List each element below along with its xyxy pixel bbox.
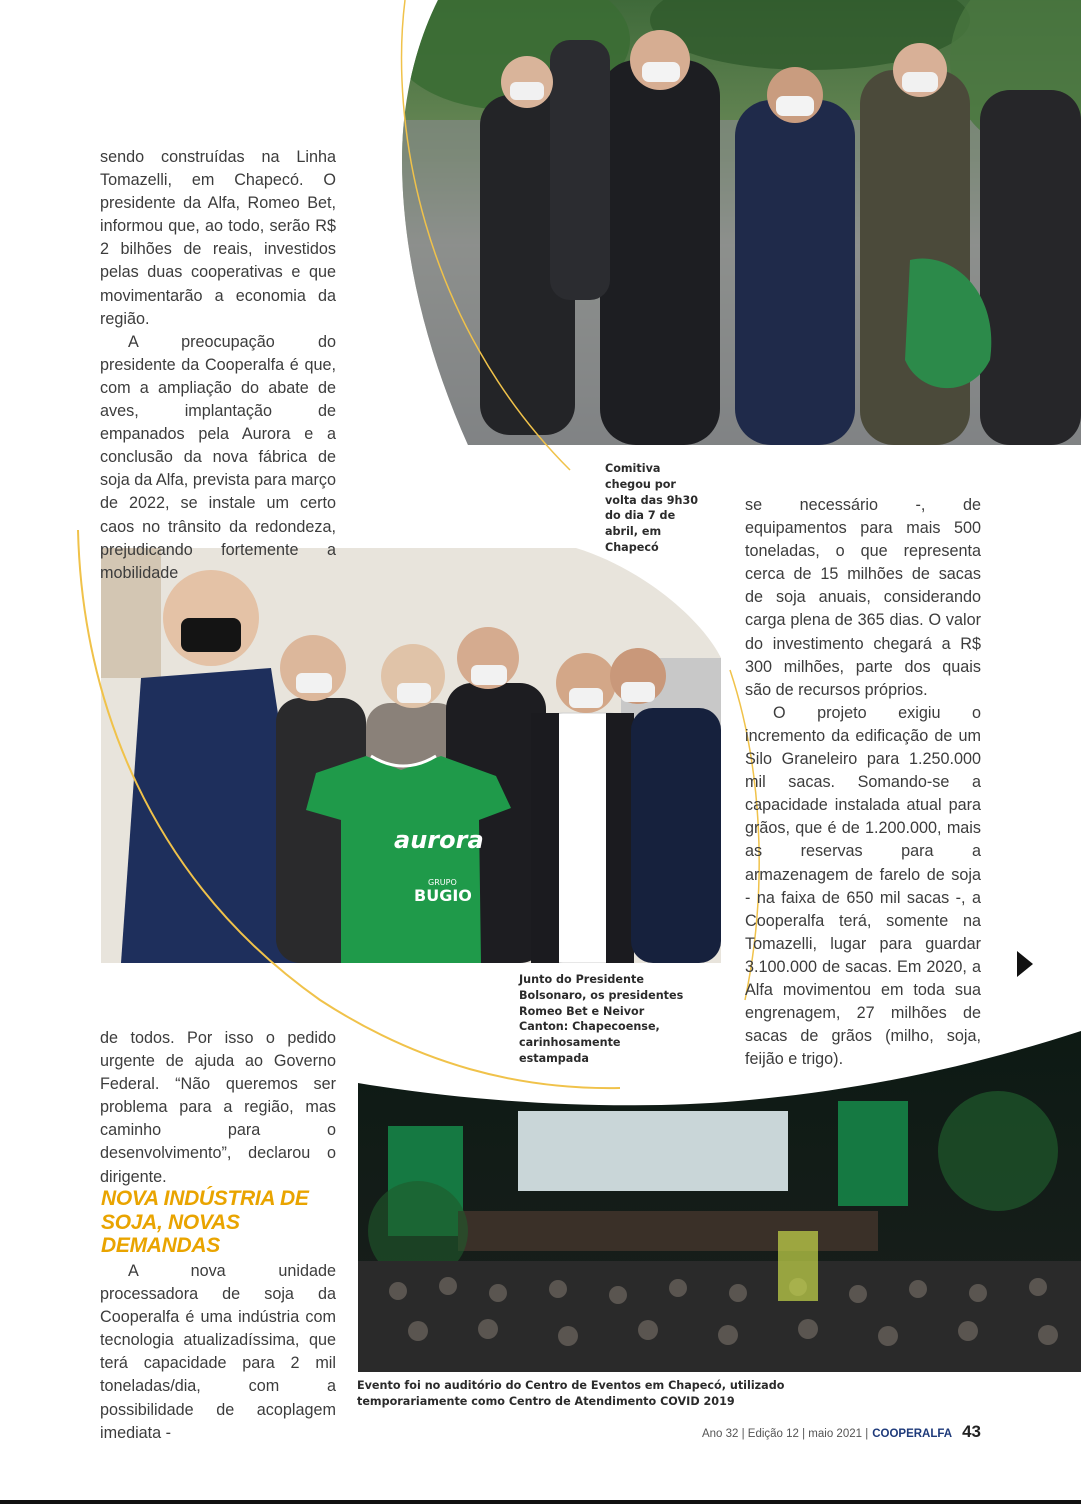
caption-group-jersey: Junto do Presidente Bolsonaro, os presidentes Romeo Bet e Neivor Canton: Chapecoense, carinhosamente estampada (519, 973, 684, 1065)
bottom-rule (0, 1500, 1081, 1504)
photo-group-jersey (101, 548, 721, 963)
article-paragraph: se necessário -, de equipamentos para mais 500 toneladas, o que representa cerca de 15 milhões de sacas de soja anuais, considerando carga plena de 365 dias. O valor do investimento chegará a R$ 300 milhões, parte dos quais são de recursos próprios. (745, 496, 981, 699)
magazine-brand: COOPERALFA (872, 1428, 953, 1440)
page-footer (702, 1422, 981, 1442)
article-paragraph: sendo construídas na Linha Tomazelli, em Chapecó. O presidente da Alfa, Romeo Bet, informou que, ao todo, serão R$ 2 bilhões de reais, investidos pelas duas cooperativas e que movimentarão a economia da região. (100, 148, 336, 328)
issue-info: Ano 32 | Edição 12 | maio 2021 | (701, 1428, 869, 1440)
article-paragraph: O projeto exigiu o incremento da edificação de um Silo Graneleiro para 1.250.000 mil sacas. Somando-se a capacidade instalada atual para grãos, que é de 1.200.000, mais as reservas para a armazenagem de farelo de soja - na faixa de 650 mil sacas -, a Cooperalfa terá, somente na Tomazelli, lugar para guardar 3.100.000 de sacas. Em 2020, a Alfa movimentou em toda sua engrenagem, 27 milhões de sacas de grãos (milho, soja, feijão e trigo). (745, 703, 981, 1069)
photo-auditorium-event (358, 1031, 1081, 1372)
section-heading: NOVA INDÚSTRIA DE SOJA, NOVAS DEMANDAS (101, 1187, 309, 1257)
article-column-1-after-heading (100, 1260, 336, 1445)
jersey-sponsor-text: BUGIO (414, 886, 472, 905)
page-number: 43 (962, 1422, 981, 1441)
article-paragraph: de todos. Por isso o pedido urgente de ajuda ao Governo Federal. “Não queremos ser problema para a região, mas caminho para o desenvolvimento”, declarou o dirigente. (100, 1029, 336, 1186)
article-column-1-top (100, 146, 336, 585)
jersey-brand-text: aurora (394, 826, 484, 854)
photo-delegation-arrival (390, 0, 1081, 445)
article-column-2 (745, 494, 981, 1071)
caption-delegation-arrival: Comitiva chegou por volta das 9h30 do dia 7 de abril, em Chapecó (605, 462, 699, 554)
triangle-right-icon (1017, 951, 1033, 977)
caption-auditorium-event: Evento foi no auditório do Centro de Eventos em Chapecó, utilizado temporariamente como Centro de Atendimento COVID 2019 (357, 1379, 785, 1408)
jersey-sponsor-top: GRUPO (428, 878, 457, 887)
article-paragraph: A nova unidade processadora de soja da Cooperalfa é uma indústria com tecnologia atualizadíssima, que terá capacidade para 2 mil toneladas/dia, com a possibilidade de acoplagem imediata - (100, 1262, 336, 1442)
article-column-1-bottom (100, 1027, 336, 1189)
article-paragraph: A preocupação do presidente da Cooperalfa é que, com a ampliação do abate de aves, implantação de empanados pela Aurora e a conclusão da nova fábrica de soja da Alfa, prevista para março de 2022, se instale um certo caos no trânsito da redondeza, prejudicando fortemente a mobilidade (100, 332, 336, 582)
